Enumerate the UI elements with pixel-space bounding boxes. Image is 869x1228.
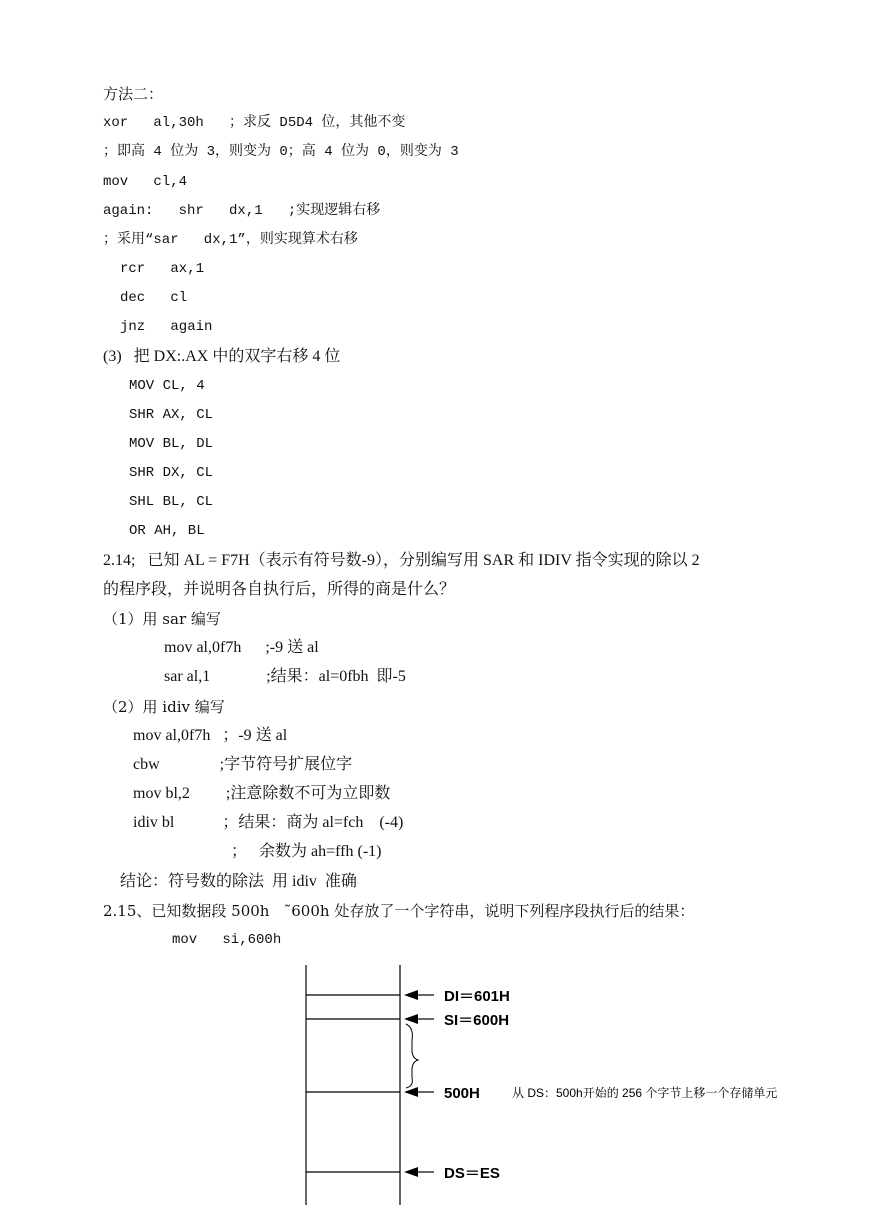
arrow-ds	[404, 1167, 434, 1177]
text-line: mov si,600h	[172, 932, 282, 948]
text-line: mov cl,4	[103, 174, 188, 190]
text-line: sar al,1 ;结果：al=0fbh 即-5	[164, 668, 406, 685]
text-line: cbw ;字节符号扩展位字	[133, 756, 353, 773]
range-brace	[406, 1024, 418, 1088]
text-line: xor al,30h ；求反 D5D4 位，其他不变	[103, 115, 406, 131]
text-line: jnz again	[120, 319, 213, 335]
note-500h: 从 DS：500h开始的 256 个字节上移一个存储单元	[512, 1086, 778, 1100]
text-line: （1）用 sar 编写	[103, 610, 221, 628]
text-line: SHL BL, CL	[129, 494, 214, 510]
label-ds-es: DS＝ES	[444, 1165, 500, 1182]
text-line: ；即高 4 位为 3，则变为 0；高 4 位为 0，则变为 3	[103, 144, 459, 160]
arrow-si	[404, 1014, 434, 1024]
text-line: 的程序段，并说明各自执行后，所得的商是什么？	[103, 581, 456, 598]
label-500h: 500H	[444, 1085, 480, 1102]
text-line: 2.15、已知数据段 500h ˜600h 处存放了一个字符串，说明下列程序段执行后的结果：	[103, 902, 695, 920]
text-line: 2.14; 已知 AL = F7H（表示有符号数-9），分别编写用 SAR 和 IDIV 指令实现的除以 2	[103, 552, 700, 569]
text-line: idiv bl ；结果：商为 al=fch (-4)	[133, 814, 404, 831]
text-line: 结论：符号数的除法 用 idiv 准确	[120, 873, 357, 890]
text-line: MOV CL, 4	[129, 378, 205, 394]
label-di: DI＝601H	[444, 988, 510, 1005]
text-line: ； 余数为 ah=ffh (-1)	[231, 843, 382, 860]
text-line: ；采用“sar dx,1”，则实现算术右移	[103, 232, 358, 248]
text-line: mov bl,2 ;注意除数不可为立即数	[133, 785, 391, 802]
text-line: SHR DX, CL	[129, 465, 214, 481]
text-line: MOV BL, DL	[129, 436, 214, 452]
text-line: dec cl	[120, 290, 188, 306]
text-line: mov al,0f7h ；-9 送 al	[133, 727, 288, 744]
label-si: SI＝600H	[444, 1012, 510, 1029]
text-line: (3) 把 DX:.AX 中的双字右移 4 位	[103, 348, 341, 365]
arrow-500h	[404, 1087, 434, 1097]
text-line: OR AH, BL	[129, 523, 205, 539]
text-line: （2）用 idiv 编写	[103, 698, 225, 716]
text-line: again: shr dx,1 ;实现逻辑右移	[103, 203, 381, 219]
text-line: rcr ax,1	[120, 261, 205, 277]
text-line: mov al,0f7h ;-9 送 al	[164, 639, 319, 656]
text-line: SHR AX, CL	[129, 407, 214, 423]
text-line: 方法二：	[103, 85, 164, 103]
arrow-di	[404, 990, 434, 1000]
